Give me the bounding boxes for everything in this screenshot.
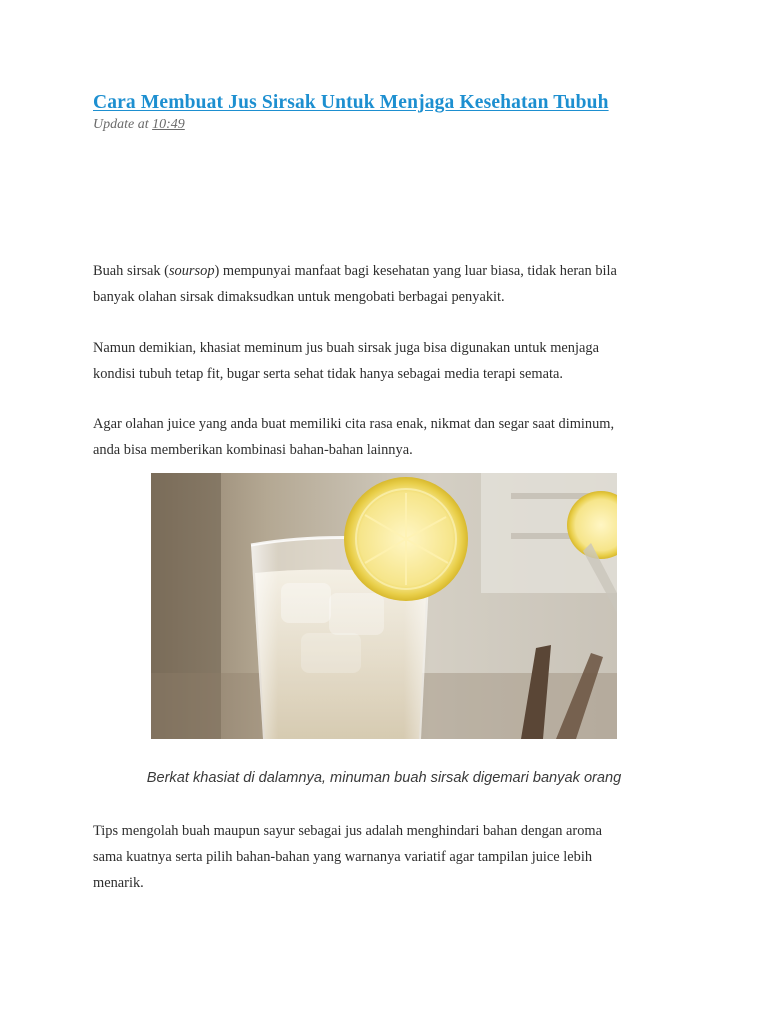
paragraph-intro bbox=[93, 258, 673, 310]
soursop-juice-glass-icon bbox=[151, 473, 617, 739]
paragraph-combination-line-1: Agar olahan juice yang anda buat memiliki cita rasa enak, nikmat dan segar saat diminum, bbox=[93, 416, 615, 432]
update-label: Update at bbox=[93, 117, 149, 132]
update-time-link[interactable]: 10:49 bbox=[152, 117, 185, 132]
italic-term: soursop bbox=[168, 263, 215, 279]
paragraph-benefits bbox=[93, 335, 673, 387]
image-caption: Berkat khasiat di dalamnya, minuman buah sirsak digemari banyak orang bbox=[146, 770, 622, 786]
paragraph-tips-line-1: Tips mengolah buah maupun sayur sebagai jus adalah menghindari bahan dengan aroma bbox=[93, 823, 603, 839]
update-timestamp bbox=[93, 117, 185, 133]
paragraph-intro-line-2: banyak olahan sirsak dimaksudkan untuk mengobati berbagai penyakit. bbox=[93, 289, 505, 305]
paragraph-text: ) mempunyai manfaat bagi kesehatan yang luar biasa, tidak heran bila bbox=[214, 263, 617, 279]
paragraph-intro-line-1 bbox=[93, 258, 673, 284]
paragraph-combination-line-2: anda bisa memberikan kombinasi bahan-bahan lainnya. bbox=[93, 442, 413, 458]
paragraph-benefits-line-2: kondisi tubuh tetap fit, bugar serta sehat tidak hanya sebagai media terapi semata. bbox=[93, 366, 563, 382]
paragraph-combination bbox=[93, 411, 673, 463]
article-title-link[interactable]: Cara Membuat Jus Sirsak Untuk Menjaga Kesehatan Tubuh bbox=[93, 92, 609, 113]
paragraph-text: Buah sirsak ( bbox=[93, 263, 169, 279]
paragraph-tips-line-2: sama kuatnya serta pilih bahan-bahan yang warnanya variatif agar tampilan juice lebih bbox=[93, 849, 593, 865]
paragraph-tips bbox=[93, 818, 673, 896]
paragraph-tips-line-3: menarik. bbox=[93, 875, 144, 891]
paragraph-benefits-line-1: Namun demikian, khasiat meminum jus buah sirsak juga bisa digunakan untuk menjaga bbox=[93, 340, 599, 356]
juice-photo bbox=[151, 473, 617, 739]
